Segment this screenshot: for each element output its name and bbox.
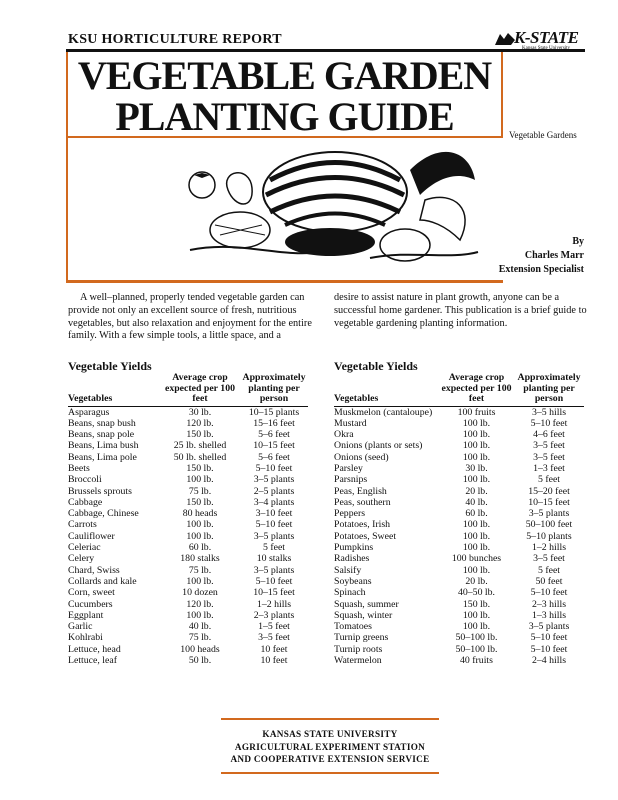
vegetable-name: Beans, snap bush xyxy=(68,417,136,429)
table-row xyxy=(68,497,308,508)
average-crop: 40 lb. xyxy=(188,621,212,633)
planting-amount: 10 feet xyxy=(260,643,288,655)
average-crop: 75 lb. xyxy=(188,632,212,644)
average-crop: 100 lb. xyxy=(462,564,491,576)
vegetable-name: Peas, southern xyxy=(334,496,391,508)
table-row xyxy=(334,452,584,463)
vegetable-name: Beans, snap pole xyxy=(68,429,135,441)
planting-amount: 3–5 feet xyxy=(533,451,565,463)
average-crop: 150 lb. xyxy=(186,429,214,441)
planting-amount: 15–16 feet xyxy=(253,417,295,429)
planting-amount: 3–5 feet xyxy=(258,632,290,644)
table-row xyxy=(68,565,308,576)
col-header-average-crop: Average crop expected per 100 feet xyxy=(160,373,240,406)
vegetable-name: Peppers xyxy=(334,508,366,520)
planting-amount: 5 feet xyxy=(262,542,286,554)
average-crop: 100 lb. xyxy=(462,542,491,554)
planting-amount: 5–10 feet xyxy=(530,643,568,655)
vegetable-name: Beets xyxy=(68,462,90,474)
vegetable-name: Lettuce, head xyxy=(68,643,121,655)
vegetable-name: Okra xyxy=(334,429,354,441)
right-table-title: Vegetable Yields xyxy=(334,359,418,373)
vegetable-name: Garlic xyxy=(68,621,93,633)
planting-amount: 3–4 plants xyxy=(253,496,295,508)
average-crop: 100 lb. xyxy=(462,451,491,463)
average-crop: 50 lb. shelled xyxy=(173,451,227,463)
planting-amount: 15–20 feet xyxy=(528,485,570,497)
vegetable-name: Broccoli xyxy=(68,474,102,486)
planting-amount: 10 stalks xyxy=(256,553,292,565)
vegetable-name: Brussels sprouts xyxy=(68,485,132,497)
table-row xyxy=(68,576,308,587)
vegetable-name: Watermelon xyxy=(334,655,382,667)
planting-amount: 2–4 hills xyxy=(531,655,567,667)
planting-amount: 3–5 plants xyxy=(253,530,295,542)
vegetable-name: Parsnips xyxy=(334,474,368,486)
average-crop: 30 lb. xyxy=(465,462,488,474)
planting-amount: 5–10 feet xyxy=(255,462,293,474)
planting-amount: 2–5 plants xyxy=(253,485,295,497)
table-row xyxy=(68,406,308,418)
vegetable-name: Beans, Lima bush xyxy=(68,440,139,452)
average-crop: 100 lb. xyxy=(186,519,214,531)
table-row xyxy=(68,587,308,598)
byline xyxy=(440,235,584,277)
vegetable-name: Turnip roots xyxy=(334,643,383,655)
planting-amount: 5–10 feet xyxy=(530,632,568,644)
right-yield-table xyxy=(334,373,584,666)
table-row xyxy=(68,644,308,655)
vegetable-name: Salsify xyxy=(334,564,362,576)
table-row xyxy=(334,440,584,451)
planting-amount: 3–5 hills xyxy=(531,406,567,418)
table-row xyxy=(334,406,584,418)
table-row xyxy=(68,599,308,610)
average-crop: 150 lb. xyxy=(186,462,214,474)
average-crop: 80 heads xyxy=(182,508,218,520)
planting-amount: 2–3 hills xyxy=(531,598,567,610)
average-crop: 40 lb. xyxy=(465,496,488,508)
table-row xyxy=(334,644,584,655)
average-crop: 20 lb. xyxy=(465,485,488,497)
vegetable-name: Squash, winter xyxy=(334,609,393,621)
average-crop: 25 lb. shelled xyxy=(173,440,227,452)
average-crop: 10 dozen xyxy=(182,587,218,599)
planting-amount: 5 feet xyxy=(537,474,561,486)
average-crop: 40–50 lb. xyxy=(457,587,495,599)
average-crop: 50–100 lb. xyxy=(455,632,498,644)
col-header-vegetables: Vegetables xyxy=(334,373,439,406)
average-crop: 100 lb. xyxy=(462,609,491,621)
table-row xyxy=(68,463,308,474)
vegetable-illustration xyxy=(180,140,480,265)
vegetable-name: Cabbage, Chinese xyxy=(68,508,139,520)
planting-amount: 1–2 hills xyxy=(531,542,567,554)
page-title-line2: PLANTING GUIDE xyxy=(115,94,454,139)
average-crop: 100 fruits xyxy=(457,406,496,418)
planting-amount: 3–5 feet xyxy=(533,440,565,452)
planting-amount: 10–15 feet xyxy=(253,440,295,452)
table-row xyxy=(68,474,308,485)
table-row xyxy=(68,508,308,519)
vegetable-name: Asparagus xyxy=(68,406,110,418)
table-row xyxy=(334,519,584,530)
planting-amount: 1–3 hills xyxy=(531,609,567,621)
table-row xyxy=(334,463,584,474)
left-table-title: Vegetable Yields xyxy=(68,359,152,373)
table-row xyxy=(68,531,308,542)
planting-amount: 3–5 plants xyxy=(253,474,295,486)
average-crop: 150 lb. xyxy=(186,496,214,508)
planting-amount: 4–6 feet xyxy=(533,429,565,441)
table-row xyxy=(68,418,308,429)
footer-line-1: KANSAS STATE UNIVERSITY xyxy=(262,729,398,739)
planting-amount: 50–100 feet xyxy=(525,519,573,531)
table-row xyxy=(334,587,584,598)
vegetable-name: Potatoes, Sweet xyxy=(334,530,397,542)
planting-amount: 1–3 feet xyxy=(533,462,565,474)
planting-amount: 1–5 feet xyxy=(258,621,290,633)
average-crop: 100 bunches xyxy=(451,553,502,565)
planting-amount: 3–5 plants xyxy=(528,508,570,520)
average-crop: 20 lb. xyxy=(465,575,488,587)
planting-amount: 5–10 feet xyxy=(530,417,568,429)
wildcat-icon xyxy=(494,31,516,47)
vegetable-name: Squash, summer xyxy=(334,598,399,610)
table-row xyxy=(334,599,584,610)
planting-amount: 3–5 plants xyxy=(253,564,295,576)
vegetable-name: Kohlrabi xyxy=(68,632,103,644)
table-row xyxy=(68,632,308,643)
planting-amount: 5–10 feet xyxy=(255,575,293,587)
left-yield-table xyxy=(68,373,308,666)
kstate-logo xyxy=(494,28,584,58)
vegetable-name: Carrots xyxy=(68,519,97,531)
table-row xyxy=(68,610,308,621)
average-crop: 100 lb. xyxy=(186,474,214,486)
planting-amount: 50 feet xyxy=(535,575,563,587)
planting-amount: 3–5 feet xyxy=(533,553,565,565)
vegetable-name: Collards and kale xyxy=(68,575,137,587)
average-crop: 100 lb. xyxy=(462,530,491,542)
table-row xyxy=(334,621,584,632)
byline-by: By xyxy=(572,236,584,247)
planting-amount: 5–10 plants xyxy=(526,530,572,542)
planting-amount: 10–15 feet xyxy=(253,587,295,599)
report-label: KSU HORTICULTURE REPORT xyxy=(68,32,282,47)
table-row xyxy=(334,429,584,440)
table-row xyxy=(68,486,308,497)
average-crop: 50 lb. xyxy=(188,655,212,667)
average-crop: 120 lb. xyxy=(186,417,214,429)
vegetable-name: Cauliflower xyxy=(68,530,115,542)
table-row xyxy=(334,497,584,508)
vegetable-name: Pumpkins xyxy=(334,542,374,554)
vegetable-name: Onions (plants or sets) xyxy=(334,440,423,452)
intro-column-2: desire to assist nature in plant growth, anyone can be a successful home gardener. This publication is a brief guide to vegetable gardening planting information. xyxy=(334,292,587,329)
table-row xyxy=(334,565,584,576)
average-crop: 100 lb. xyxy=(462,429,491,441)
orange-rule-right xyxy=(501,52,503,137)
vegetable-name: Muskmelon (cantaloupe) xyxy=(334,406,433,418)
vegetable-name: Mustard xyxy=(334,417,367,429)
planting-amount: 5–6 feet xyxy=(258,451,290,463)
average-crop: 50–100 lb. xyxy=(455,643,498,655)
average-crop: 100 lb. xyxy=(186,609,214,621)
byline-role: Extension Specialist xyxy=(498,264,584,275)
table-row xyxy=(68,655,308,666)
table-row xyxy=(334,508,584,519)
average-crop: 180 stalks xyxy=(180,553,220,565)
vegetable-name: Lettuce, leaf xyxy=(68,655,117,667)
vegetable-name: Beans, Lima pole xyxy=(68,451,137,463)
planting-amount: 5–10 feet xyxy=(530,587,568,599)
table-row xyxy=(68,542,308,553)
table-row xyxy=(68,621,308,632)
table-row xyxy=(334,474,584,485)
average-crop: 60 lb. xyxy=(188,542,212,554)
vegetable-name: Potatoes, Irish xyxy=(334,519,391,531)
vegetable-name: Cabbage xyxy=(68,496,103,508)
category-label: Vegetable Gardens xyxy=(509,130,577,140)
planting-amount: 3–10 feet xyxy=(255,508,293,520)
footer-box xyxy=(221,718,439,774)
orange-rule-bottom xyxy=(66,280,503,283)
col-header-planting: Approximately planting per person xyxy=(514,373,584,406)
planting-amount: 5–10 feet xyxy=(255,519,293,531)
table-row xyxy=(334,486,584,497)
vegetable-name: Parsley xyxy=(334,462,363,474)
vegetable-name: Celery xyxy=(68,553,95,565)
planting-amount: 10 feet xyxy=(260,655,288,667)
average-crop: 30 lb. xyxy=(188,406,212,418)
planting-amount: 5 feet xyxy=(537,564,561,576)
vegetable-name: Onions (seed) xyxy=(334,451,389,463)
planting-amount: 10–15 feet xyxy=(528,496,570,508)
intro-column-1: A well–planned, properly tended vegetable garden can provide not only an excellent source of fresh, nutritious vegetables, but also relaxation and enjoyment for the entire family. With a few simple tools, a little space, and a xyxy=(68,292,312,342)
average-crop: 150 lb. xyxy=(462,598,491,610)
average-crop: 100 lb. xyxy=(186,530,214,542)
average-crop: 120 lb. xyxy=(186,598,214,610)
planting-amount: 3–5 plants xyxy=(528,621,570,633)
vegetable-name: Celeriac xyxy=(68,542,101,554)
planting-amount: 2–3 plants xyxy=(253,609,295,621)
average-crop: 40 fruits xyxy=(460,655,493,667)
vegetable-name: Tomatoes xyxy=(334,621,372,633)
header-rule xyxy=(66,49,585,52)
table-row xyxy=(334,632,584,643)
planting-amount: 5–6 feet xyxy=(258,429,290,441)
planting-amount: 10–15 plants xyxy=(248,406,300,418)
average-crop: 100 lb. xyxy=(186,575,214,587)
average-crop: 100 lb. xyxy=(462,440,491,452)
table-row xyxy=(68,429,308,440)
average-crop: 75 lb. xyxy=(188,485,212,497)
average-crop: 100 lb. xyxy=(462,474,491,486)
table-row xyxy=(334,610,584,621)
vegetable-name: Peas, English xyxy=(334,485,387,497)
footer-line-3: AND COOPERATIVE EXTENSION SERVICE xyxy=(230,754,430,764)
vegetable-name: Corn, sweet xyxy=(68,587,115,599)
table-row xyxy=(68,440,308,451)
table-row xyxy=(334,418,584,429)
table-row xyxy=(68,553,308,564)
table-row xyxy=(334,542,584,553)
col-header-vegetables: Vegetables xyxy=(68,373,160,406)
average-crop: 100 heads xyxy=(180,643,220,655)
footer-line-2: AGRICULTURAL EXPERIMENT STATION xyxy=(234,741,426,752)
vegetable-name: Chard, Swiss xyxy=(68,564,120,576)
average-crop: 100 lb. xyxy=(462,621,491,633)
planting-amount: 1–2 hills xyxy=(256,598,292,610)
col-header-planting: Approximately planting per person xyxy=(240,373,308,406)
table-row xyxy=(334,576,584,587)
average-crop: 100 lb. xyxy=(462,519,491,531)
vegetable-name: Spinach xyxy=(334,587,366,599)
average-crop: 100 lb. xyxy=(462,417,491,429)
table-row xyxy=(334,655,584,666)
col-header-average-crop: Average crop expected per 100 feet xyxy=(439,373,514,406)
page-title-line1: VEGETABLE GARDEN xyxy=(77,53,492,98)
byline-author: Charles Marr xyxy=(524,250,584,261)
vegetable-name: Radishes xyxy=(334,553,370,565)
vegetable-name: Cucumbers xyxy=(68,598,113,610)
table-row xyxy=(334,531,584,542)
table-row xyxy=(68,519,308,530)
vegetable-name: Eggplant xyxy=(68,609,104,621)
average-crop: 75 lb. xyxy=(188,564,212,576)
vegetable-name: Turnip greens xyxy=(334,632,389,644)
table-row xyxy=(68,452,308,463)
vegetable-name: Soybeans xyxy=(334,575,372,587)
table-row xyxy=(334,553,584,564)
average-crop: 60 lb. xyxy=(465,508,488,520)
logo-wordmark: K-STATE xyxy=(514,28,579,47)
